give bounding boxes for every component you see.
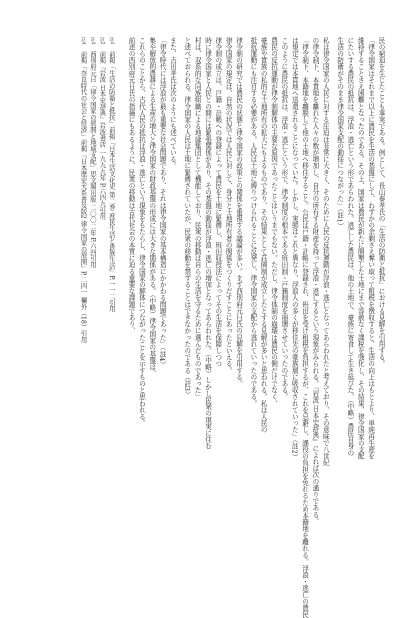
body-line: 「律令国家はそれまで以上に農民を生活の基盤にして、わずかの余剰さえ奪い取って租税を徴収すると、生活の向上はもとより、単純再生産を (366, 37, 375, 460)
footnote-number: 註4 (80, 37, 86, 45)
footnote-text: 西別府元日「律令国家の展開と地域支配」思文閣出版 二〇〇二年 P.六四引用 (88, 50, 96, 268)
body-line: 律令制の研究では農民の状態と律令国家の政策との関係を重視する議論が多い。まず西別府元日氏の見解を引用する。 (234, 37, 243, 387)
body-line: 「律令制下、本籍地を離脱して他の土地へ移住すること。公民は戸籍・計帳に登録され、班田を受け租税を負担するが、これを忌避し、課役の負担を免れるため本籍地を離れる。浮浪・逃亡の農民 (300, 37, 309, 618)
body-line: 「律令時代には浮浪が最も重要な社会問題であり、それは律令国家の基本構造にかかわる問題であった」（註4） (158, 37, 167, 368)
body-line: にたいする農民の抵抗は、浮浪・逃亡という形であらわれた。逃亡した農民は、他の土地で、豪族に寄食して生き延びた。（中略）農民自身の (345, 37, 354, 457)
body-line: これらのことから、古代人民の抵抗は浮浪・逃亡という現象をもたらし、律令国家の解体につながったことを示すものと思われる。 (137, 37, 146, 427)
body-line: と述べておられる。律令国家の人民は土地に緊縛されていたが、民衆の移動を禁ずることはできなかったのである（註3） (182, 37, 191, 398)
body-line: また、吉田孝氏は次のようにも述べている。 (168, 37, 177, 169)
body-line: 生活の防衛がそのまま律令国家支配の動揺につながった」（註1） (335, 37, 344, 230)
body-line: このように農民の抵抗は、浮浪・逃亡という形で、律令制度の根本である班田制・戸籍制度を崩壊させていったのである。 (279, 37, 288, 400)
footnote (78, 37, 87, 522)
footnote-text: 前掲『岩波 日本史辞典』岩波書店 一九九九年 P.六四九引用 (98, 50, 106, 220)
body-line: 維持することさえ困難となったのである。その上、国家は農民が新たに開墾した土地にまで容赦なく課税を強化し、その結果、律令国家の支配 (356, 37, 365, 460)
footnote (88, 37, 97, 522)
body-line: は規定では本貫地へ送還されることになっていた。しかし、実態はこれと異なり、浮浪人の多くが移住先の豪族層に吸収されていった」（註2） (290, 37, 299, 461)
footnote (106, 37, 115, 522)
body-line: 時に律令国家と人民との間には緊張関係があり、その基盤の動揺が浮浪・逃亡の増加となってあらわれた。（中略）しかし民衆の現実に住む (203, 37, 212, 450)
body-line: 民の窮迫を生じたことも事実である。例として、長山泰孝氏の「生活の防衛と抵抗」における見解を引用する。 (377, 37, 385, 367)
body-line: 農民の反抗運動が律令制解体の主要な原因であったことはいうまでもない。ただし、律令体制の崩壊は農民の側だけでなく、 (269, 37, 278, 407)
body-line: 抵抗運動にも注目する必要がある。人民は土地に縛りつけられることに反発し、律令国家の支配から逃れていったのである。 (248, 37, 257, 407)
body-line: 前述の西別府元日氏の指摘にもあるように、民衆の移動は古代社会の本質に迫る重要な課題であり、 (127, 37, 136, 334)
footnote (97, 37, 106, 522)
body-line: 律令制の成立は、戸籍・計帳への登録によって農民を土地に緊縛し、班田収授法によってその生活を保障しつつ (213, 37, 222, 367)
body-line: 律令国家の規定は、自然の状況では人民に対して、身分と土地所有者の関係をつくりだすことにあったといえる。 (224, 37, 233, 374)
vertical-text-body (78, 37, 386, 618)
body-line: 私は律令国家の人民に対する圧迫は非常に大きく、そのために人民の反抗運動が浮浪・逃亡となってあらわれたと考えており、その意味で八世紀 (321, 37, 330, 466)
body-line: の律令制下、本貫地を離れた人々の数が増加し、自分の所有する財産を持って浮浪・逃亡するという現象がみられる。『岩波 日本史辞典』によれば次の通りである。 (310, 37, 319, 525)
footnote-text: 前掲「生活の防衛と抵抗」前掲『日本生活文化史 第二巻 庶民生活と貴族生活』P.一一二引用 (107, 50, 115, 312)
footnote-number: 註1 (108, 37, 114, 45)
footnote-number: 註3 (89, 37, 95, 45)
footnote-number: 註2 (99, 37, 105, 45)
body-line: 集や解放的農耕による生産の増大と律令国家の財政基盤の形成には大きな関係がある。（中略）律令国家の基盤は、 (147, 37, 156, 377)
body-line: 豪族や貴族の私的な土地所有の拡大にもよるものであり、その結果として荘園制が成立したとする見解が多いと思われる。私は人民の (259, 37, 268, 433)
body-line: 村は、双系的な同族組織による地縁集団として機能しており、民衆の移動は自らの生活を守るために選んだものであった」 (193, 37, 202, 400)
footnote-text: 前掲「奈良時代の社会と経済」前掲『日本歴史大系普及版2 律令国家の展開』P.二四一 欄外（18）引用 (79, 50, 87, 343)
footnotes (78, 37, 116, 522)
